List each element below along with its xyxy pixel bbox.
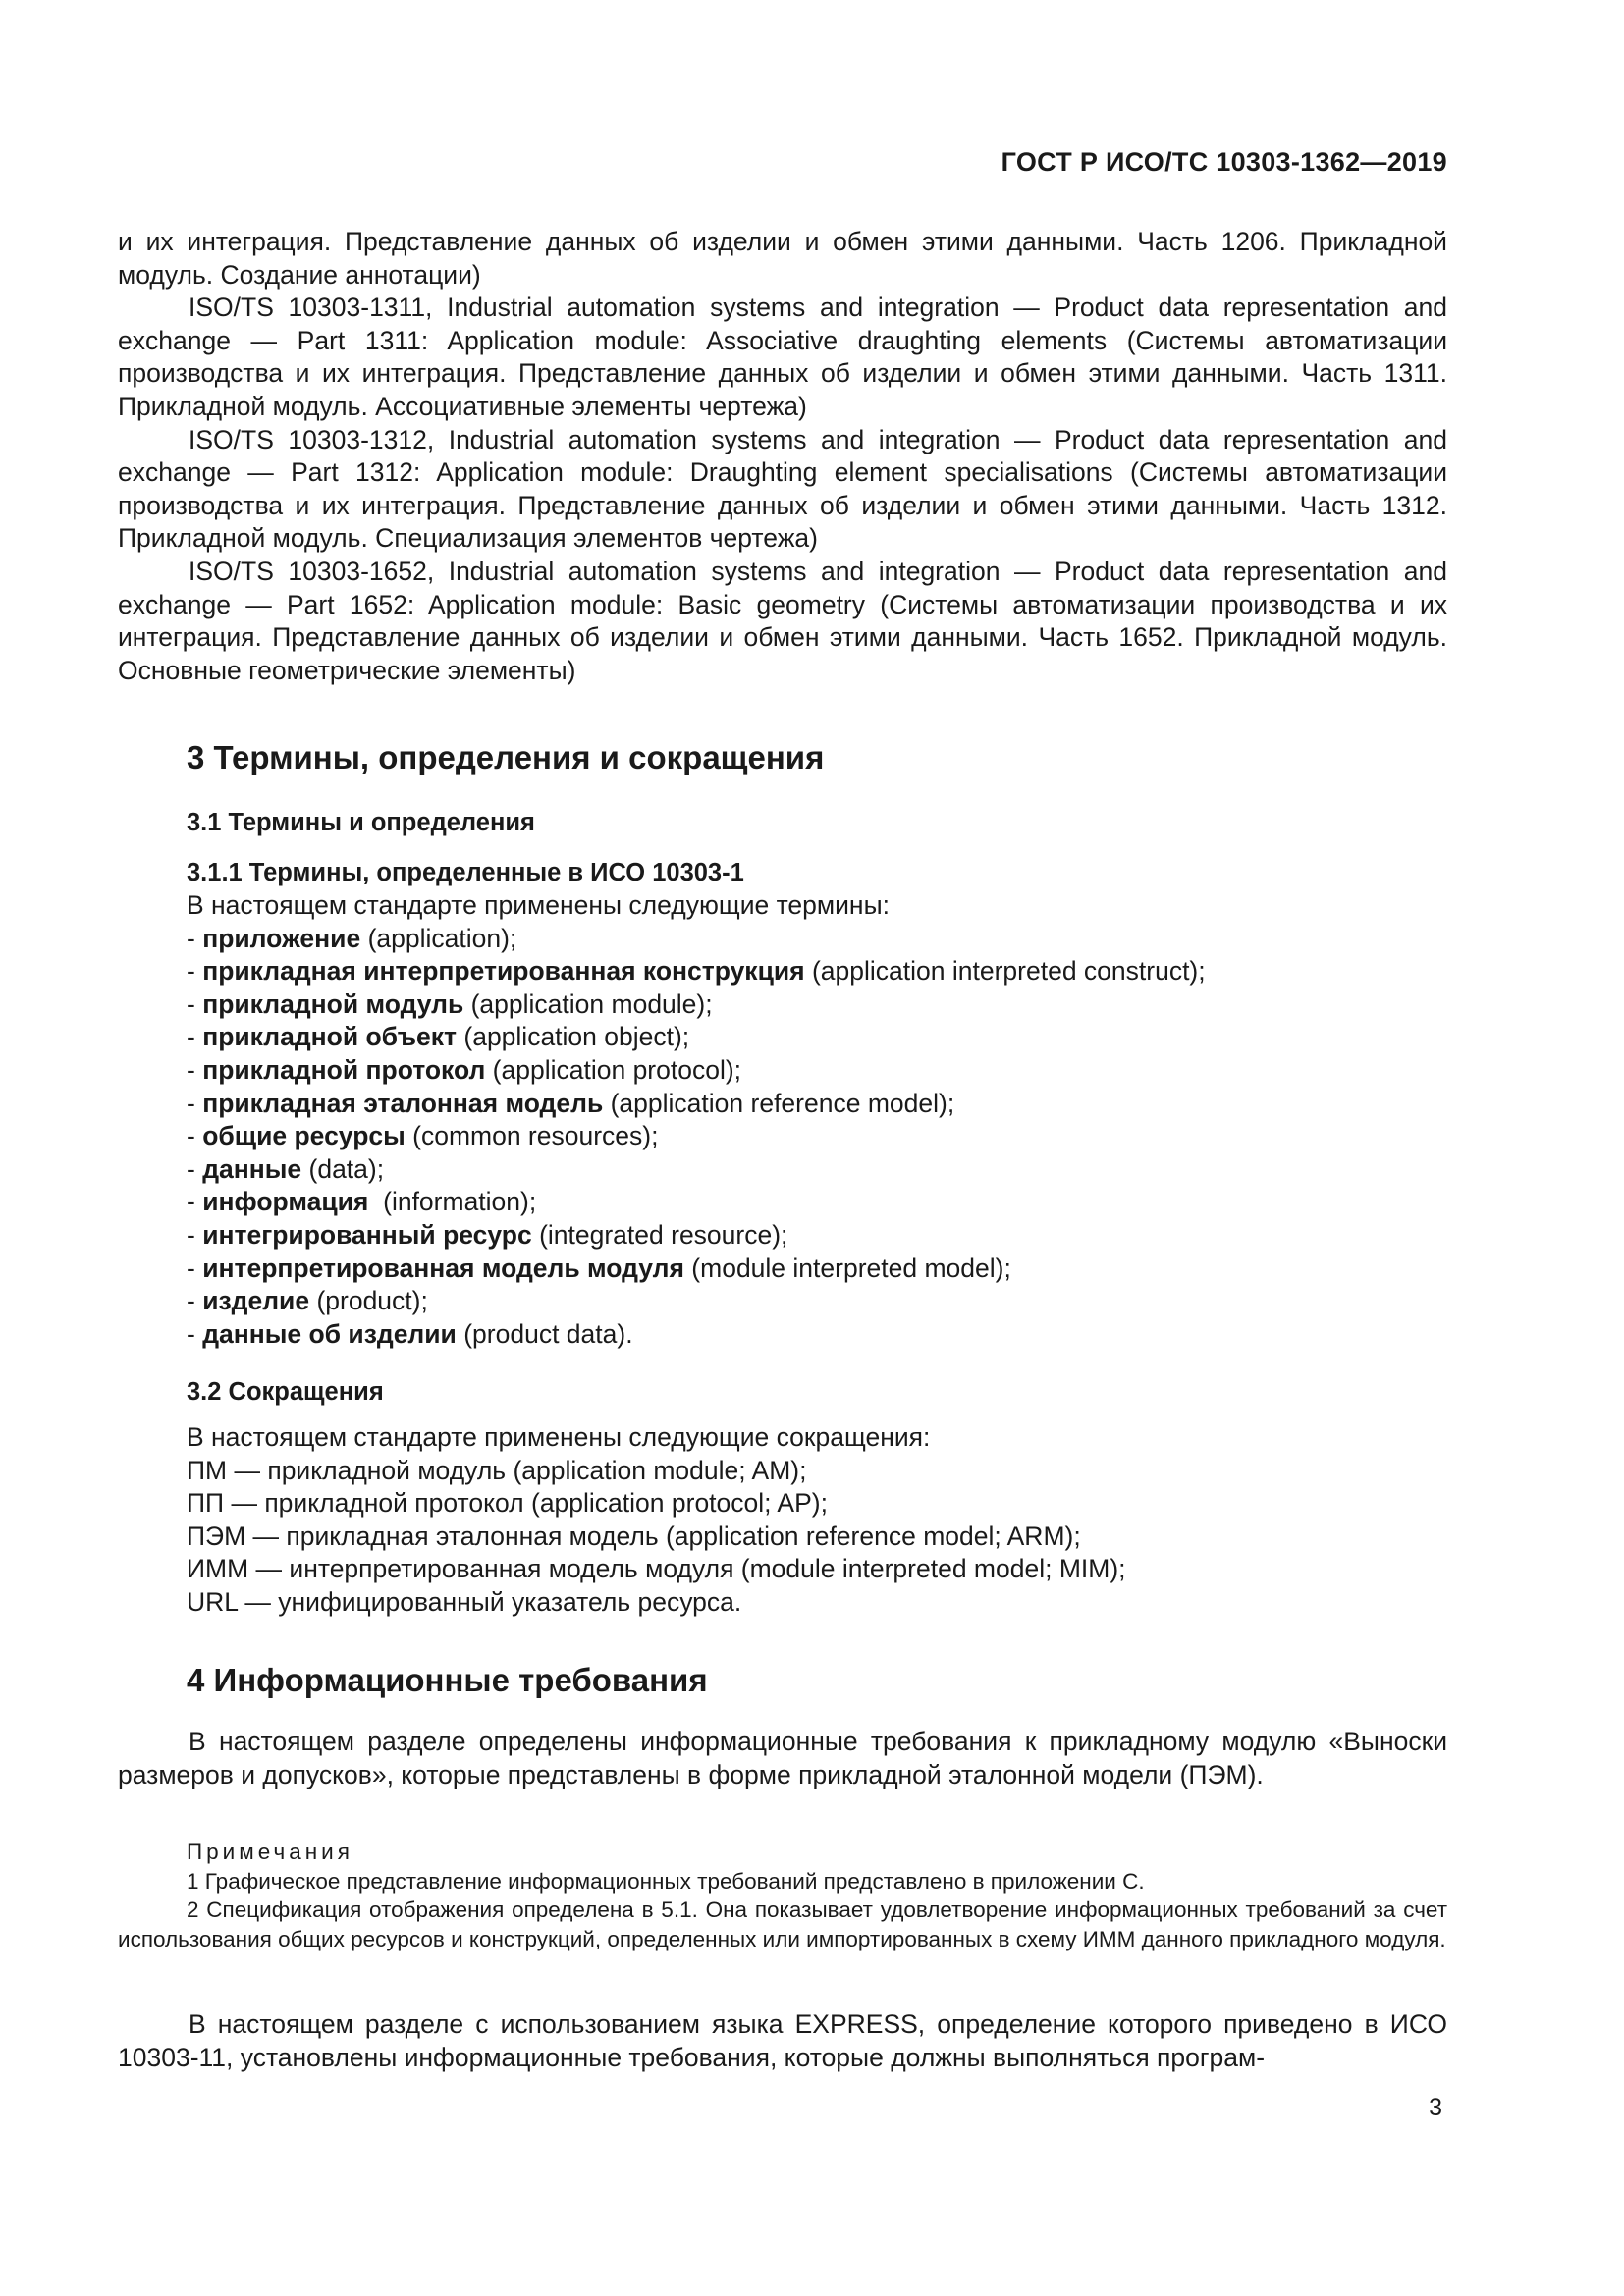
reference-continuation: и их интеграция. Представление данных об изделии и обмен этими данными. Часть 1206. Прикладной модуль. Создание аннотации) <box>118 227 1447 290</box>
document-header: ГОСТ Р ИСО/ТС 10303-1362—2019 <box>1001 147 1447 177</box>
notes-title: Примечания <box>187 1840 353 1864</box>
abbreviation-item: ПЭМ — прикладная эталонная модель (application reference model; ARM); <box>187 1521 1081 1551</box>
term-item: - прикладной протокол (application protocol); <box>187 1054 742 1085</box>
section-3-heading: 3 Термины, определения и сокращения <box>187 739 825 775</box>
term-item: - данные (data); <box>187 1153 385 1184</box>
page-number: 3 <box>1429 2094 1442 2121</box>
normative-references <box>118 226 1447 687</box>
abbreviations-intro: В настоящем стандарте применены следующие сокращения: <box>187 1422 931 1452</box>
term-item: - информация (information); <box>187 1187 537 1217</box>
note-item: 2 Спецификация отображения определена в 5.1. Она показывает удовлетворение информационных требований за счет использования общих ресурсов и конструкций, определенных или импортированных в схему ИММ данного прикладного модуля. <box>118 1897 1447 1951</box>
abbreviation-item: ПМ — прикладной модуль (application module; AM); <box>187 1455 807 1485</box>
term-item: - прикладная интерпретированная конструкция (application interpreted construct); <box>187 956 1206 987</box>
term-item: - приложение (application); <box>187 923 517 953</box>
section-4-continuation <box>118 2008 1447 2074</box>
term-item: - данные об изделии (product data). <box>187 1318 633 1349</box>
reference-item: ISO/TS 10303-1652, Industrial automation systems and integration — Product data representation and exchange — Part 1652: Application module: Basic geometry (Системы автоматизации производства и их интеграция. Представление данных об изделии и обмен этими данными. Часть 1652. Прикладной модуль. Основные геометрические элементы) <box>118 556 1447 685</box>
term-item: - интегрированный ресурс (integrated resource); <box>187 1219 788 1250</box>
abbreviation-item: ПП — прикладной протокол (application protocol; AP); <box>187 1488 828 1519</box>
section-3-2-heading: 3.2 Сокращения <box>187 1378 384 1406</box>
abbreviation-item: ИММ — интерпретированная модель модуля (module interpreted model; MIM); <box>187 1554 1126 1584</box>
abbreviation-item: URL — унифицированный указатель ресурса. <box>187 1586 742 1617</box>
reference-item: ISO/TS 10303-1311, Industrial automation systems and integration — Product data representation and exchange — Part 1311: Application module: Associative draughting elements (Системы автоматизации производства и их интеграция. Представление данных об изделии и обмен этими данными. Часть 1311. Прикладной модуль. Ассоциативные элементы чертежа) <box>118 293 1447 421</box>
terms-list <box>187 889 1453 1351</box>
section-4-intro <box>118 1726 1447 1791</box>
term-item: - прикладной модуль (application module); <box>187 988 713 1019</box>
reference-item: ISO/TS 10303-1312, Industrial automation systems and integration — Product data representation and exchange — Part 1312: Application module: Draughting element specialisations (Системы автоматизации производства и их интеграция. Представление данных об изделии и обмен этими данными. Часть 1312. Прикладной модуль. Специализация элементов чертежа) <box>118 424 1447 554</box>
terms-intro: В настоящем стандарте применены следующие термины: <box>187 890 890 920</box>
term-item: - общие ресурсы (common resources); <box>187 1121 659 1151</box>
note-item: 1 Графическое представление информационных требований представлено в приложении С. <box>187 1868 1145 1894</box>
section-4-paragraph: В настоящем разделе с использованием языка EXPRESS, определение которого приведено в ИСО 10303-11, установлены информационные требования, которые должны выполняться програм- <box>118 2009 1447 2072</box>
section-3-1-1-heading: 3.1.1 Термины, определенные в ИСО 10303-1 <box>187 859 744 886</box>
term-item: - прикладная эталонная модель (application reference model); <box>187 1088 955 1118</box>
section-4-paragraph: В настоящем разделе определены информационные требования к прикладному модулю «Выноски размеров и допусков», которые представлены в форме прикладной эталонной модели (ПЭМ). <box>118 1727 1447 1789</box>
term-item: - изделие (product); <box>187 1286 428 1316</box>
section-4-heading: 4 Информационные требования <box>187 1662 708 1698</box>
term-item: - интерпретированная модель модуля (module interpreted model); <box>187 1253 1011 1283</box>
notes-block <box>118 1838 1447 1953</box>
abbreviations-list <box>187 1421 1453 1620</box>
term-item: - прикладной объект (application object); <box>187 1022 690 1052</box>
section-3-1-heading: 3.1 Термины и определения <box>187 809 535 836</box>
